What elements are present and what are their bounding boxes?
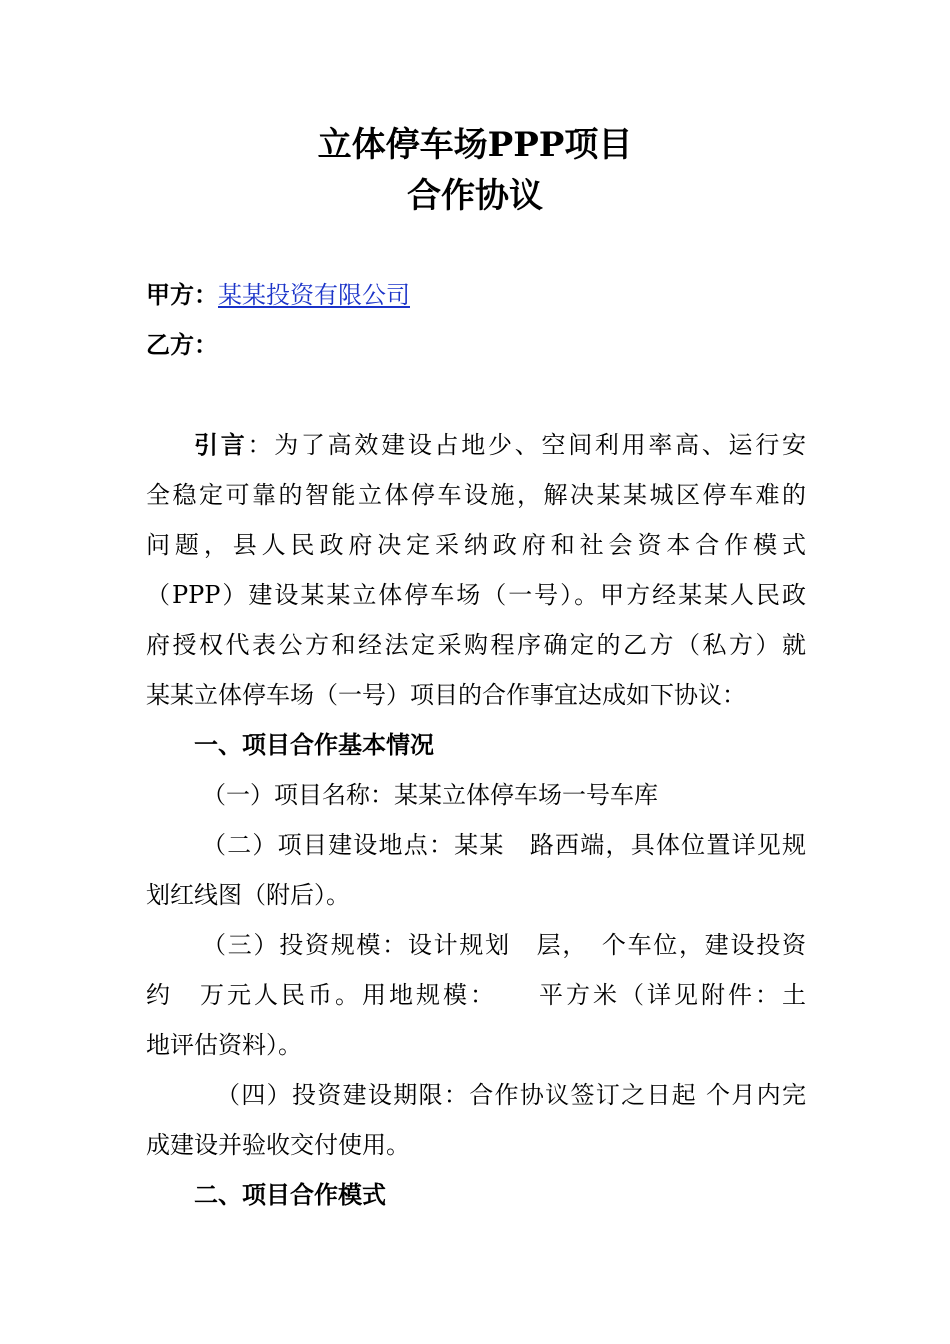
party-b bbox=[146, 330, 218, 360]
party-b-label: 乙方： bbox=[146, 330, 218, 359]
intro-line-5: 府授权代表公方和经法定采购程序确定的乙方（私方）就 bbox=[146, 631, 806, 659]
document-subtitle: 合作协议 bbox=[407, 176, 543, 216]
section-1-item-4-line-1: （四）投资建设期限：合作协议签订之日起 个月内完 bbox=[216, 1081, 806, 1109]
intro-line-6: 某某立体停车场（一号）项目的合作事宜达成如下协议： bbox=[146, 681, 746, 709]
intro-text-1: ：为了高效建设占地少、空间利用率高、运行安 bbox=[247, 431, 806, 459]
section-1-item-4-line-2: 成建设并验收交付使用。 bbox=[146, 1131, 410, 1159]
section-1-item-3-line-3: 地评估资料）。 bbox=[146, 1031, 302, 1059]
section-2-heading: 二、项目合作模式 bbox=[194, 1180, 386, 1209]
party-a-link[interactable]: 某某投资有限公司 bbox=[218, 281, 410, 309]
party-a bbox=[146, 280, 410, 310]
intro-label: 引言 bbox=[194, 430, 248, 459]
document-title: 立体停车场PPP项目 bbox=[317, 125, 633, 165]
intro-line-3: 问题，县人民政府决定采纳政府和社会资本合作模式 bbox=[146, 531, 806, 559]
intro-line-4: （PPP）建设某某立体停车场（一号）。甲方经某某人民政 bbox=[146, 581, 806, 609]
section-1-item-1: （一）项目名称：某某立体停车场一号车库 bbox=[202, 781, 658, 809]
section-1-item-2-line-2: 划红线图（附后）。 bbox=[146, 881, 350, 909]
section-1-item-2-line-1: （二）项目建设地点：某某 路西端，具体位置详见规 bbox=[202, 831, 806, 859]
party-a-label: 甲方： bbox=[146, 280, 218, 309]
section-1-item-3-line-2: 约 万元人民币。用地规模： 平方米（详见附件：土 bbox=[146, 981, 806, 1009]
intro-line-1 bbox=[194, 430, 806, 460]
section-1-item-3-line-1: （三）投资规模：设计规划 层， 个车位，建设投资 bbox=[202, 931, 806, 959]
intro-line-2: 全稳定可靠的智能立体停车设施，解决某某城区停车难的 bbox=[146, 481, 806, 509]
section-1-heading: 一、项目合作基本情况 bbox=[194, 730, 434, 759]
